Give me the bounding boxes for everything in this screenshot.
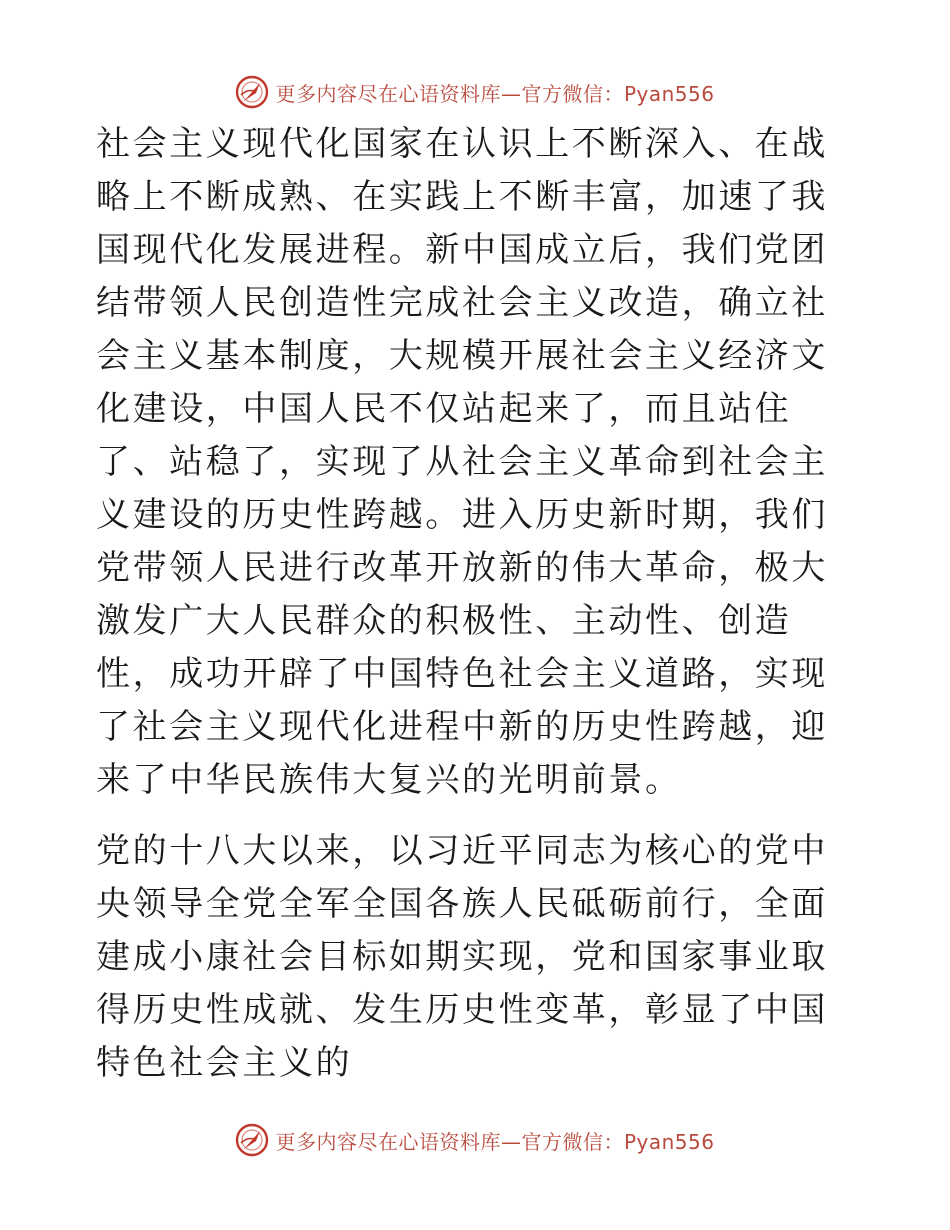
- paragraph-2: 党的十八大以来，以习近平同志为核心的党中央领导全党全军全国各族人民砥砺前行，全面建成小康社会目标如期实现，党和国家事业取得历史性成就、发生历史性变革，彰显了中国特色社会主义的: [96, 831, 828, 1083]
- footer-banner-inner: [235, 1123, 714, 1157]
- document-body: [96, 118, 856, 1090]
- footer-banner-text: 更多内容尽在心语资料库—官方微信：Pyan556: [275, 1129, 715, 1154]
- header-banner-text: 更多内容尽在心语资料库—官方微信：Pyan556: [275, 81, 715, 106]
- feather-quill-logo-icon: [235, 75, 269, 109]
- paragraph-1: 社会主义现代化国家在认识上不断深入、在战略上不断成熟、在实践上不断丰富，加速了我国现代化发展进程。新中国成立后，我们党团结带领人民创造性完成社会主义改造，确立社会主义基本制度，大规模开展社会主义经济文化建设，中国人民不仅站起来了，而且站住了、站稳了，实现了从社会主义革命到社会主义建设的历史性跨越。进入历史新时期，我们党带领人民进行改革开放新的伟大革命，极大激发广大人民群众的积极性、主动性、创造性，成功开辟了中国特色社会主义道路，实现了社会主义现代化进程中新的历史性跨越，迎来了中华民族伟大复兴的光明前景。: [96, 124, 828, 800]
- feather-quill-logo-icon: [235, 1123, 269, 1157]
- header-banner: [0, 72, 950, 112]
- footer-banner: [0, 1120, 950, 1160]
- header-banner-inner: [235, 75, 714, 109]
